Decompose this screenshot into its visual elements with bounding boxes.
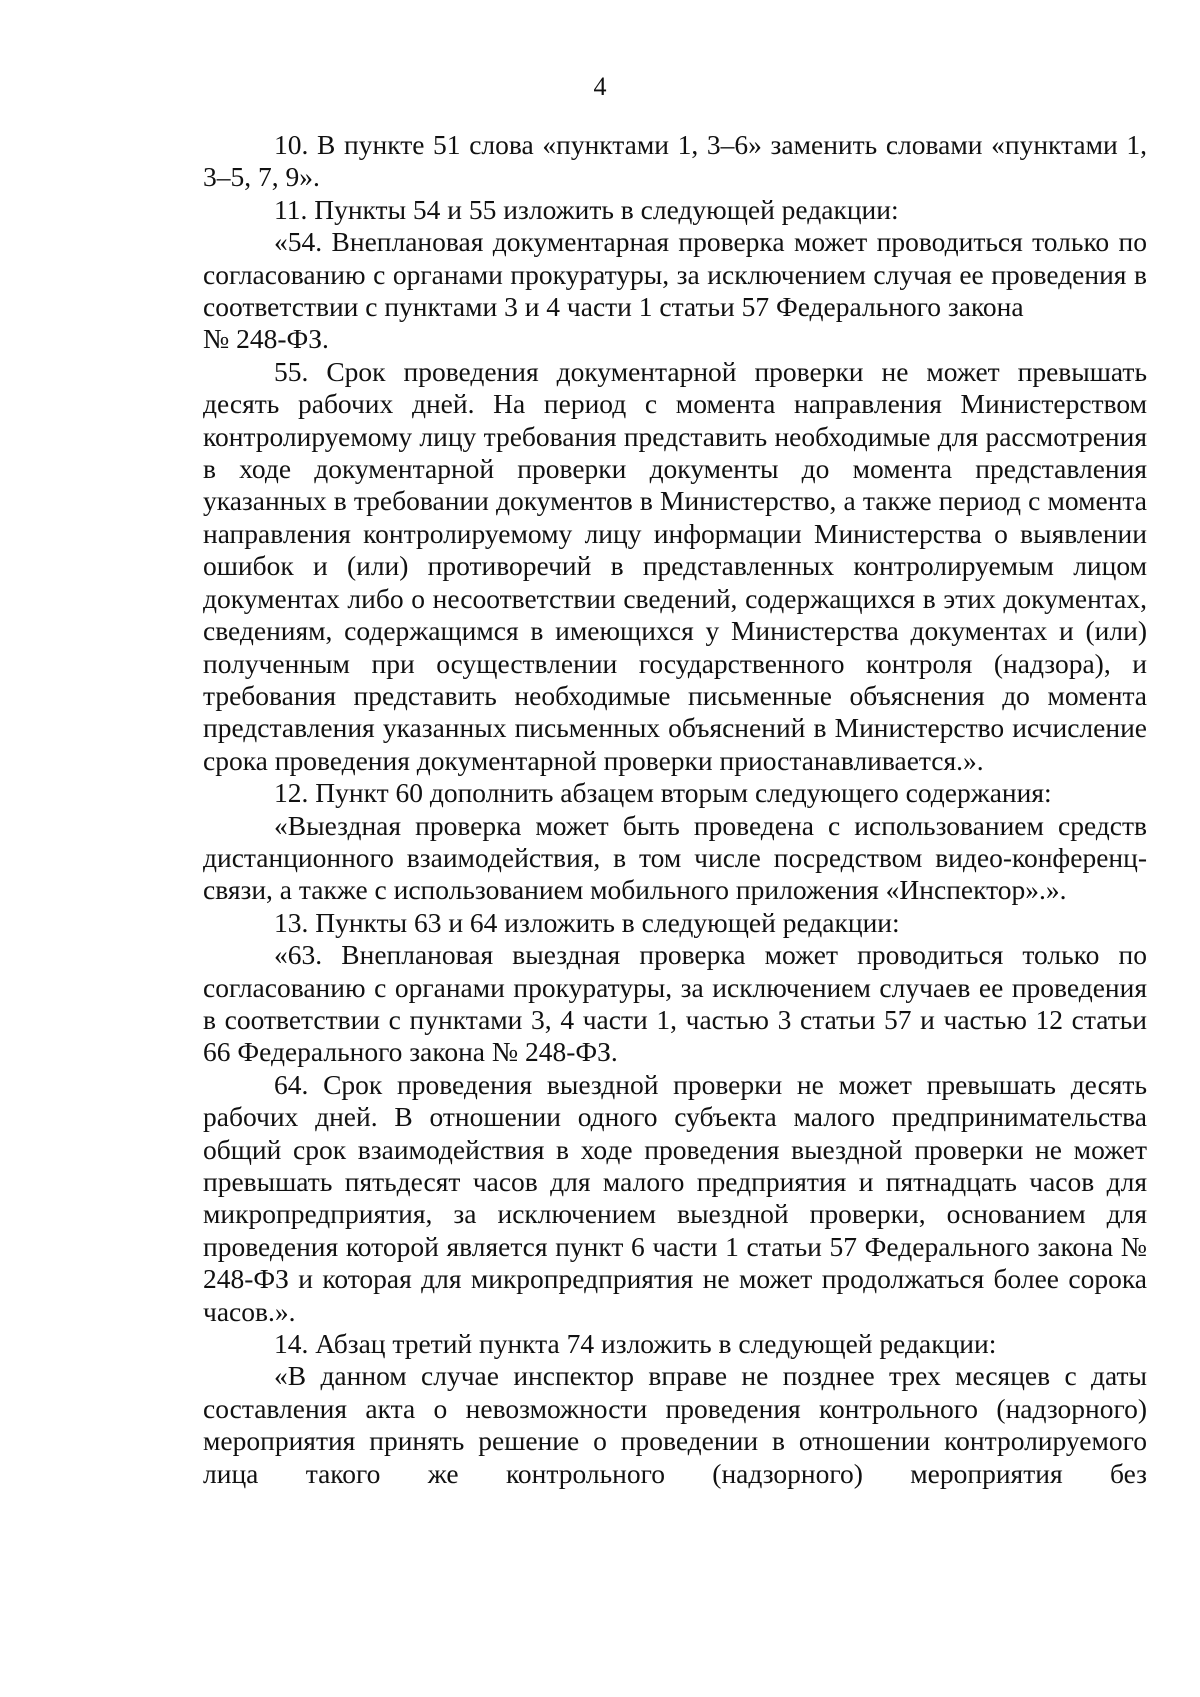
paragraph-item-12: 12. Пункт 60 дополнить абзацем вторым следующего содержания: (274, 777, 1052, 809)
paragraph-item-14: 14. Абзац третий пункта 74 изложить в следующей редакции: (274, 1328, 997, 1360)
paragraph-law-number: № 248-ФЗ. (203, 323, 329, 355)
paragraph-item-10: 10. В пункте 51 слова «пунктами 1, 3–6» заменить словами «пунктами 1, 3–5, 7, 9». (203, 129, 1147, 193)
document-body (203, 129, 1147, 1490)
paragraph-item-55: 55. Срок проведения документарной проверки не может превышать десять рабочих дней. На период с момента направления Министерством контролируемому лицу требования представить необходимые для рассмотрения в ходе документарной проверки документы до момента представления указанных в требовании документов в Министерство, а также период с момента направления контролируемому лицу информации Министерства о выявлении ошибок и (или) противоречий в представленных контролируемым лицом документах либо о несоответствии сведений, содержащихся в этих документах, сведениям, содержащимся в имеющихся у Министерства документах и (или) полученным при осуществлении государственного контроля (надзора), и требования представить необходимые письменные объяснения до момента представления указанных письменных объяснений в Министерство исчисление срока проведения документарной проверки приостанавливается.». (203, 355, 1147, 776)
paragraph-item-11: 11. Пункты 54 и 55 изложить в следующей редакции: (274, 193, 899, 225)
paragraph-item-54: «54. Внеплановая документарная проверка может проводиться только по согласованию с органами прокуратуры, за исключением случая ее проведения в соответствии с пунктами 3 и 4 части 1 статьи 57 Федерального закона (203, 226, 1147, 323)
paragraph-item-60-addition: «Выездная проверка может быть проведена с использованием средств дистанционного взаимодействия, в том числе посредством видео-конференц-связи, а также с использованием мобильного приложения «Инспектор».». (203, 809, 1147, 906)
paragraph-item-74-text: «В данном случае инспектор вправе не позднее трех месяцев с даты составления акта о невозможности проведения контрольного (надзорного) мероприятия принять решение о проведении в отношении контролируемого лица такого же контрольного (надзорного) мероприятия без (203, 1360, 1147, 1489)
paragraph-item-13: 13. Пункты 63 и 64 изложить в следующей редакции: (274, 906, 900, 938)
paragraph-item-63: «63. Внеплановая выездная проверка может проводиться только по согласованию с органами прокуратуры, за исключением случаев ее проведения в соответствии с пунктами 3, 4 части 1, частью 3 статьи 57 и частью 12 статьи 66 Федерального закона № 248-ФЗ. (203, 939, 1147, 1068)
page-number: 4 (593, 72, 607, 101)
paragraph-item-64: 64. Срок проведения выездной проверки не может превышать десять рабочих дней. В отношении одного субъекта малого предпринимательства общий срок взаимодействия в ходе проведения выездной проверки не может превышать пятьдесят часов для малого предприятия и пятнадцать часов для микропредприятия, за исключением выездной проверки, основанием для проведения которой является пункт 6 части 1 статьи 57 Федерального закона № 248-ФЗ и которая для микропредприятия не может продолжаться более сорока часов.». (203, 1068, 1147, 1327)
